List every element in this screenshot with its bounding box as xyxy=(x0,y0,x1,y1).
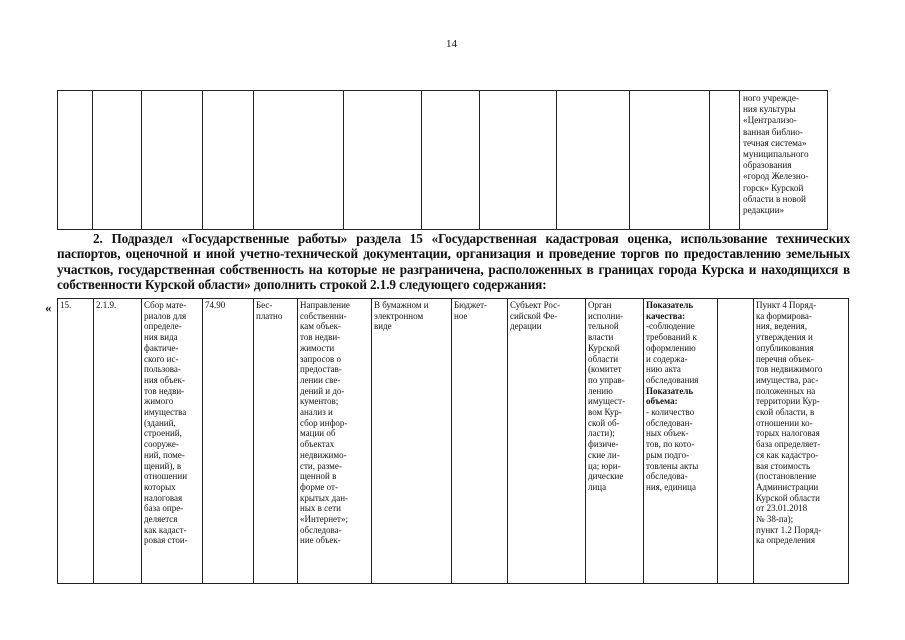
main-table xyxy=(57,298,849,584)
cell-founder: Субъект Рос- сийской Фе- дерации xyxy=(508,299,586,584)
cell-okved: 74.90 xyxy=(203,299,254,584)
cell-content: Направление собственни- кам объек- тов недви- жимости запросов о предостав- лении све- дений и до- кументов; анализ и сбор инфор- мации об объектах недвижимо- сти, разме- щенной в форме от- крытых дан- ных в сети «Интернет»; обследова- ние объек- xyxy=(298,299,372,584)
cell-indicators xyxy=(644,299,718,584)
last-cell-text: ного учрежде- ния культуры «Централизо- ванная библио- течная система» муниципального образования «город Железно- горск» Курской области в новой редакции» xyxy=(743,93,809,216)
amendment-paragraph: 2. Подраздел «Государственные работы» раздела 15 «Государственная кадастровая оценка, использование технических паспортов, оценочной и иной учетно-технической документации, организация и проведение торгов по предоставлению земельных участков, государственная собственность на которые не разграничена, расположенных в границах города Курска и находящихся в собственности Курской области» дополнить строкой 2.1.9 следующего содержания: xyxy=(57,231,850,293)
table-row xyxy=(58,299,849,584)
table-cell xyxy=(58,91,93,230)
cell-institution-type: Бюджет- ное xyxy=(452,299,508,584)
table-cell xyxy=(557,91,630,230)
table-cell xyxy=(422,91,480,230)
quality-indicator-text: -соблюдение требований к оформлению и содержа- нию акта обследования xyxy=(646,321,699,385)
volume-indicator-text: - количество обследован- ных объек- тов, по кото- рым подго- товлены акты обследова- ния, единица xyxy=(646,407,699,492)
table-cell xyxy=(93,91,142,230)
table-cell xyxy=(710,91,740,230)
cell-form: В бумажном и электронном виде xyxy=(372,299,452,584)
cell-code: 2.1.9. xyxy=(94,299,142,584)
page-number: 14 xyxy=(446,38,457,50)
table-cell xyxy=(254,91,344,230)
cell-number: 15. xyxy=(58,299,94,584)
cell-consumers: Орган исполни- тельной власти Курской области (комитет по управ- лению имущест- вом Кур- ской об- ласти); физиче- ские ли- ца; юри- дические лица xyxy=(586,299,644,584)
table-cell xyxy=(630,91,710,230)
cell-payment: Бес- платно xyxy=(254,299,298,584)
quality-indicator-heading: Показатель качества: xyxy=(646,300,694,321)
table-cell xyxy=(142,91,203,230)
table-cell xyxy=(480,91,557,230)
opening-quote: « xyxy=(45,300,52,315)
volume-indicator-heading: Показатель объема: xyxy=(646,385,694,407)
cell-empty xyxy=(718,299,754,584)
top-table-fragment xyxy=(57,90,828,230)
table-cell xyxy=(203,91,254,230)
table-cell-last xyxy=(740,91,828,230)
cell-legal-basis: Пункт 4 Поряд- ка формирова- ния, ведения, утверждения и опубликования перечня объек- тов недвижимого имущества, рас- положенных на территории Кур- ской области, в отношении ко- торых налоговая база определяет- ся как кадастро- вая стоимость (постановление Администрации Курской области от 23.01.2018 № 38-па); пункт 1.2 Поряд- ка определения xyxy=(754,299,849,584)
cell-work-name: Сбор мате- риалов для определе- ния вида фактиче- ского ис- пользова- ния объек- тов недви- жимого имущества (зданий, строений, сооруже- ний, поме- щений), в отношении которых налоговая база опре- деляется как кадаст- ровая стои- xyxy=(142,299,203,584)
table-row xyxy=(58,91,828,230)
table-cell xyxy=(344,91,422,230)
